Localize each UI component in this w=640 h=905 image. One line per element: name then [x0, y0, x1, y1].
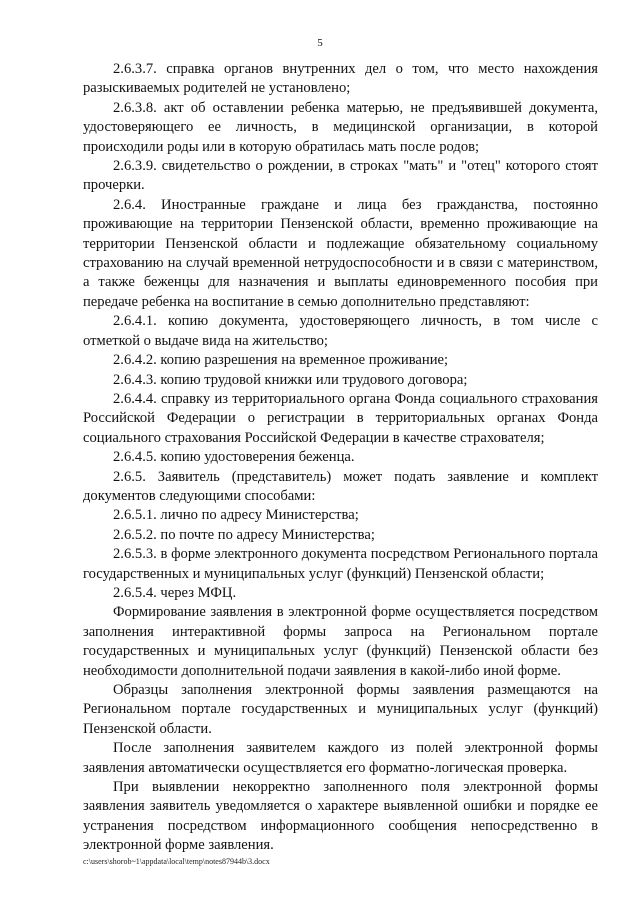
footer-file-path: c:\users\shorob~1\appdata\local\temp\notes87944b\3.docx [83, 857, 270, 866]
paragraph-2-6-4-4: 2.6.4.4. справку из территориального органа Фонда социального страхования Российской Федерации о регистрации в территориальных органах Фонда социального страхования Российской Федерации в качестве страхователя; [83, 390, 598, 446]
paragraph-electronic-form: Формирование заявления в электронной форме осуществляется посредством заполнения интерактивной формы запроса на Региональном портале государственных и муниципальных услуг (функций) Пензенской области без необходимости дополнительной подачи заявления в какой-либо иной форме. [83, 604, 598, 679]
paragraph-2-6-3-8: 2.6.3.8. акт об оставлении ребенка матерью, не предъявившей документа, удостоверяющего ее личность, в медицинской организации, в которой происходили роды или в которую обратилась мать после родов; [83, 99, 598, 155]
paragraph-2-6-4-2: 2.6.4.2. копию разрешения на временное проживание; [113, 352, 449, 369]
paragraph-2-6-3-7: 2.6.3.7. справка органов внутренних дел о том, что место нахождения разыскиваемых родителей не установлено; [83, 61, 598, 97]
paragraph-2-6-4: 2.6.4. Иностранные граждане и лица без гражданства, постоянно проживающие на территории Пензенской области, временно проживающие на территории Пензенской области и подлежащие обязательному социальному страхованию на случай временной нетрудоспособности и в связи с материнством, а также беженцы для назначения и выплаты единовременного пособия при передаче ребенка на воспитание в семью дополнительно представляют: [83, 196, 598, 310]
paragraph-2-6-5-3: 2.6.5.3. в форме электронного документа посредством Регионального портала государственных и муниципальных услуг (функций) Пензенской области; [83, 546, 598, 582]
document-body [83, 60, 598, 856]
paragraph-2-6-4-3: 2.6.4.3. копию трудовой книжки или трудового договора; [113, 371, 468, 388]
paragraph-error-notice: При выявлении некорректно заполненного поля электронной формы заявления заявитель уведомляется о характере выявленной ошибки и порядке ее устранения посредством информационного сообщения непосредственно в электронной форме заявления. [83, 779, 598, 854]
paragraph-2-6-4-5: 2.6.4.5. копию удостоверения беженца. [113, 449, 355, 466]
paragraph-2-6-4-1: 2.6.4.1. копию документа, удостоверяющего личность, в том числе с отметкой о выдаче вида на жительство; [83, 313, 598, 349]
paragraph-2-6-5-1: 2.6.5.1. лично по адресу Министерства; [113, 507, 359, 524]
paragraph-2-6-5-4: 2.6.5.4. через МФЦ. [113, 584, 237, 601]
paragraph-2-6-5-2: 2.6.5.2. по почте по адресу Министерства; [113, 526, 375, 543]
paragraph-form-samples: Образцы заполнения электронной формы заявления размещаются на Региональном портале государственных и муниципальных услуг (функций) Пензенской области. [83, 682, 598, 737]
page-number: 5 [317, 37, 323, 49]
paragraph-2-6-5: 2.6.5. Заявитель (представитель) может подать заявление и комплект документов следующими способами: [83, 468, 598, 504]
paragraph-format-check: После заполнения заявителем каждого из полей электронной формы заявления автоматически осуществляется его форматно-логическая проверка. [83, 740, 598, 776]
paragraph-2-6-3-9: 2.6.3.9. свидетельство о рождении, в строках "мать" и "отец" которого стоят прочерки. [83, 158, 598, 194]
